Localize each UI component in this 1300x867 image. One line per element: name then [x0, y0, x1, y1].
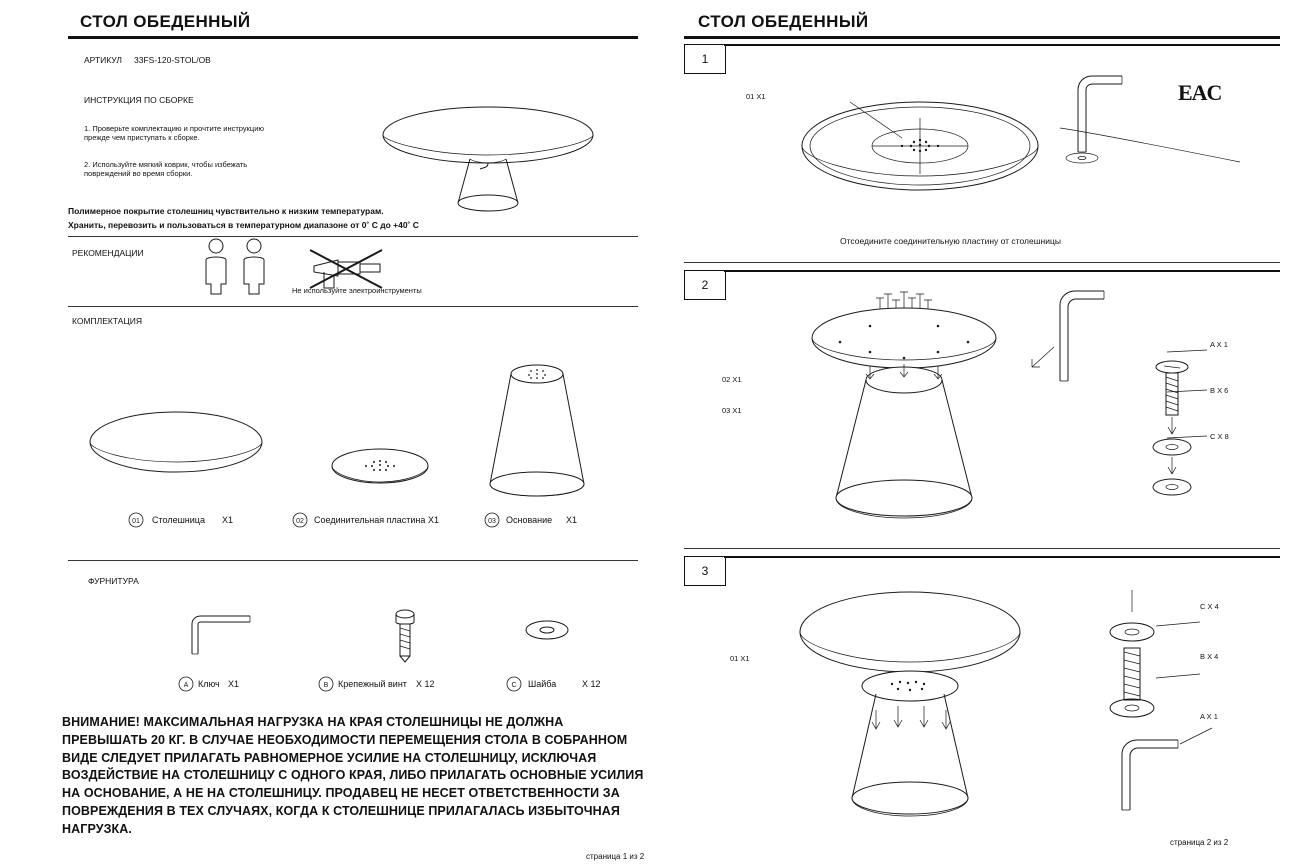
- step-3-number: 3: [684, 556, 726, 586]
- part-01-name: Столешница: [152, 515, 205, 525]
- part-02-name: Соединительная пластина: [314, 515, 426, 525]
- instruction-heading: ИНСТРУКЦИЯ ПО СБОРКЕ: [84, 95, 194, 105]
- step-2-leader-lines: [1165, 330, 1285, 460]
- article-value: 33FS-120-STOL/OB: [134, 55, 211, 65]
- two-persons-icon: [198, 236, 288, 298]
- hardware-b-qty: X 12: [416, 679, 435, 689]
- step-1-hexkey-illustration: [1060, 58, 1240, 168]
- screw-icon: [392, 606, 418, 664]
- recommendations-heading: РЕКОМЕНДАЦИИ: [72, 248, 144, 258]
- step-2-hardware-b: B X 6: [1210, 386, 1229, 395]
- step-3-hardware-illustration: [1060, 590, 1250, 830]
- part-02-badge-icon: [292, 512, 308, 528]
- instruction-item-2: 2. Используйте мягкий коврик, чтобы избежать повреждений во время сборки.: [84, 160, 248, 178]
- right-page: [660, 0, 1300, 867]
- no-power-tools-label: Не используйте электроинструменты: [292, 286, 422, 295]
- step-2-callout-02: 02 X1: [722, 375, 742, 384]
- step-3-callout-01: 01 X1: [730, 654, 750, 663]
- article-label: АРТИКУЛ: [84, 55, 123, 65]
- step-2-callout-03: 03 X1: [722, 406, 742, 415]
- title-rule: [68, 36, 638, 39]
- step-1-caption: Отсоедините соединительную пластину от столешницы: [840, 236, 1061, 246]
- svg-text:A: A: [183, 682, 189, 689]
- step-1-number: 1: [684, 44, 726, 74]
- svg-text:C: C: [511, 682, 517, 689]
- left-page-title: СТОЛ ОБЕДЕННЫЙ: [80, 12, 251, 31]
- washer-icon: [524, 616, 570, 644]
- assembled-table-illustration: [370, 55, 620, 205]
- step-3-assembly-illustration: [780, 576, 1050, 836]
- part-base-illustration: [484, 358, 590, 498]
- step-1-rule: [724, 44, 1280, 46]
- part-01-qty: X1: [222, 515, 234, 525]
- eac-mark: EAC: [1178, 80, 1222, 105]
- temperature-note-1: Полимерное покрытие столешниц чувствительно к низким температурам.: [68, 206, 384, 216]
- part-02-qty: X1: [428, 515, 440, 525]
- step-2-divider: [684, 548, 1280, 549]
- rule-after-temp: [68, 236, 638, 237]
- right-title-rule: [684, 36, 1280, 39]
- parts-heading: КОМПЛЕКТАЦИЯ: [72, 316, 142, 326]
- step-2-rule: [724, 270, 1280, 272]
- step-1-divider: [684, 262, 1280, 263]
- hardware-a-qty: X1: [228, 679, 240, 689]
- svg-text:B: B: [323, 682, 329, 689]
- hardware-heading: ФУРНИТУРА: [88, 576, 139, 586]
- instruction-item-1: 1. Проверьте комплектацию и прочтите инструкцию прежде чем приступать к сборке.: [84, 124, 265, 142]
- svg-text:01: 01: [132, 518, 140, 525]
- svg-text:03: 03: [488, 518, 496, 525]
- step-2-number: 2: [684, 270, 726, 300]
- part-01-badge-icon: [128, 512, 144, 528]
- svg-text:02: 02: [296, 518, 304, 525]
- hardware-b-name: Крепежный винт: [338, 679, 407, 689]
- hardware-c-badge-icon: [506, 676, 522, 692]
- part-plate-illustration: [330, 440, 430, 495]
- rule-after-recommendations: [68, 306, 638, 307]
- right-page-title: СТОЛ ОБЕДЕННЫЙ: [698, 12, 869, 31]
- step-3-rule: [724, 556, 1280, 558]
- step-2-hardware-a: A X 1: [1210, 340, 1228, 349]
- step-2-assembly-illustration: [780, 290, 1050, 540]
- step-2-hardware-c: C X 8: [1210, 432, 1229, 441]
- hardware-c-qty: X 12: [582, 679, 601, 689]
- hardware-b-badge-icon: [318, 676, 334, 692]
- step-3-hardware-a: A X 1: [1200, 712, 1218, 721]
- part-03-badge-icon: [484, 512, 500, 528]
- hex-key-icon: [182, 604, 262, 660]
- hardware-a-badge-icon: [178, 676, 194, 692]
- step-1-callout-01: 01 X1: [746, 92, 766, 101]
- part-03-qty: X1: [566, 515, 578, 525]
- part-03-name: Основание: [506, 515, 553, 525]
- part-tabletop-illustration: [88, 400, 268, 490]
- left-page-number: страница 1 из 2: [586, 852, 645, 861]
- temperature-note-2: Хранить, перевозить и пользоваться в температурном диапазоне от 0˚ С до +40˚ С: [68, 220, 419, 230]
- rule-before-hardware: [68, 560, 638, 561]
- step-1-tabletop-illustration: [790, 88, 1050, 208]
- step-3-hardware-c: C X 4: [1200, 602, 1219, 611]
- right-page-number: страница 2 из 2: [1170, 838, 1229, 847]
- hardware-a-name: Ключ: [198, 679, 220, 689]
- warning-text: ВНИМАНИЕ! МАКСИМАЛЬНАЯ НАГРУЗКА НА КРАЯ СТОЛЕШНИЦЫ НЕ ДОЛЖНА ПРЕВЫШАТЬ 20 КГ. В СЛУЧАЕ НЕОБХОДИМОСТИ ПЕРЕМЕЩЕНИЯ СТОЛА В СОБРАННОМ ВИДЕ СЛЕДУЕТ ПРИЛАГАТЬ РАВНОМЕРНОЕ УСИЛИЕ НА СТОЛЕШНИЦУ, ИСКЛЮЧАЯ ВОЗДЕЙСТВИЕ НА СТОЛЕШНИЦУ С ОДНОГО КРАЯ, ЛИБО ПРИЛАГАТЬ ОСНОВНЫЕ УСИЛИЯ НА ОСНОВАНИЕ, А НЕ НА СТОЛЕШНИЦУ. ПРОДАВЕЦ НЕ НЕСЕТ ОТВЕТСТВЕННОСТИ ЗА ПОВРЕЖДЕНИЯ В ТЕХ СЛУЧАЯХ, КОГДА К СТОЛЕШНИЦЕ ПРИЛАГАЛАСЬ ИЗБЫТОЧНАЯ НАГРУЗКА.: [62, 715, 644, 836]
- hardware-c-name: Шайба: [528, 679, 557, 689]
- step-3-hardware-b: B X 4: [1200, 652, 1219, 661]
